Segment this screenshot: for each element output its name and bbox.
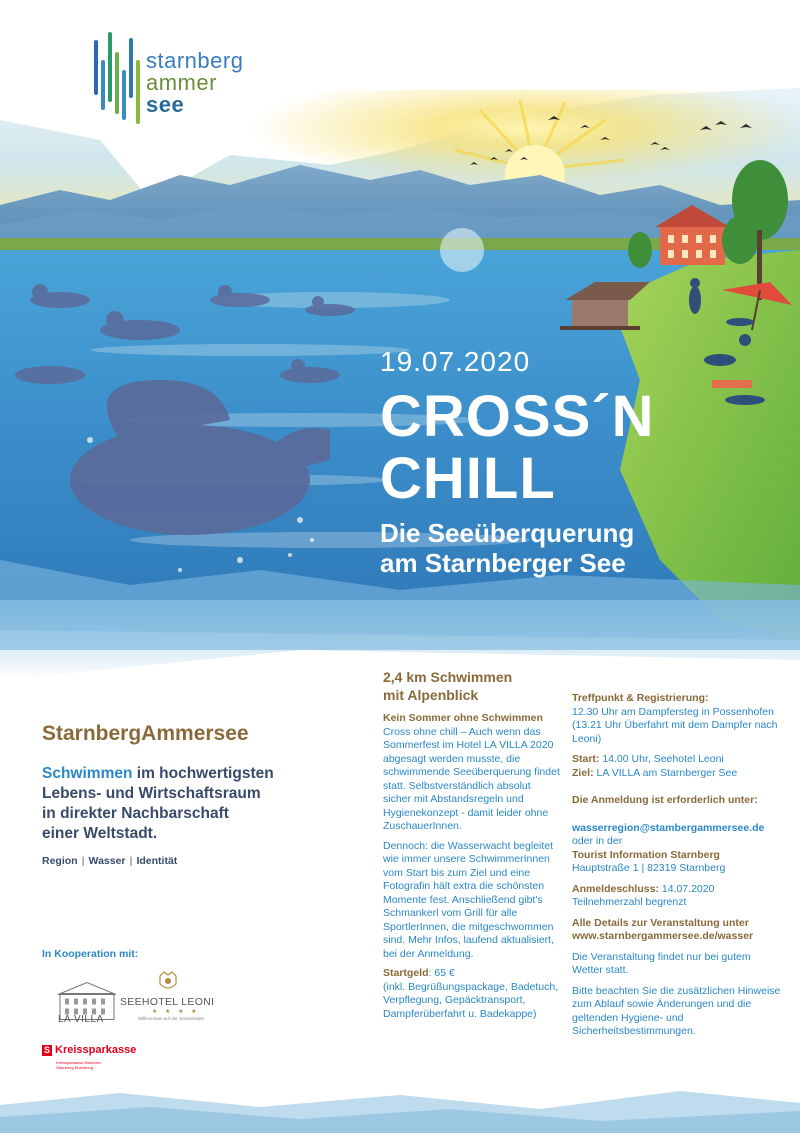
oder-text: oder in der: [572, 835, 623, 847]
middle-lead: Kein Sommer ohne Schwimmen: [383, 712, 543, 724]
logo: [92, 30, 292, 140]
startgeld-line: [383, 967, 561, 981]
tag-list: Region | Wasser | Identität: [42, 855, 178, 867]
middle-heading-line2: mit Alpenblick: [383, 687, 479, 703]
anmeldeschluss-text: 14.07.2020: [658, 882, 715, 895]
ziel-text: LA VILLA am Starnberger See: [593, 766, 738, 779]
tourist-info: Tourist Information Starnberg: [572, 848, 720, 861]
logo-text-see: see: [146, 92, 185, 117]
details-url-link[interactable]: www.starnbergammersee.de/wasser: [572, 930, 754, 942]
start-text: 14.00 Uhr, Seehotel Leoni: [599, 753, 724, 765]
treffpunkt-label: Treffpunkt & Registrierung:: [572, 692, 709, 704]
ziel-line: [572, 767, 782, 781]
claim-text: [42, 764, 342, 844]
teilnehmer-text: Teilnehmerzahl begrenzt: [572, 896, 687, 908]
claim-rest: im hochwertigsten: [132, 765, 274, 782]
info-middle-column: [383, 668, 561, 1021]
bottom-wave-decoration: [0, 1085, 800, 1133]
claim-line3: in direkter Nachbarschaft: [42, 805, 229, 822]
logo-bars-icon: [92, 30, 144, 130]
seehotel-leoni-claim: Willkommen auf der Sonnenseite: [138, 1016, 205, 1021]
event-title-line1: CROSS´N: [380, 384, 655, 449]
event-title-line2: CHILL: [380, 446, 556, 511]
anmeldeschluss-line: [572, 883, 782, 897]
claim-line2: Lebens- und Wirtschaftsraum: [42, 785, 261, 802]
hinweis-note: Bitte beachten Sie die zusätzlichen Hinweise zum Ablauf sowie Änderungen und die geltenden Hygiene- und Sicherheitsbestimmungen.: [572, 984, 781, 1037]
startgeld-value: : 65 €: [428, 967, 455, 979]
kooperation-label: In Kooperation mit:: [42, 948, 139, 960]
logo-text-ammer: ammer: [146, 70, 217, 95]
start-label: Start:: [572, 753, 600, 765]
treffpunkt-text: 12.30 Uhr am Dampfersteg in Possenhofen (13.21 Uhr Überfahrt mit dem Dampfer nach Leoni): [572, 705, 778, 745]
sparkasse-s-icon: S: [43, 1045, 50, 1055]
seehotel-leoni-label: SEEHOTEL LEONI: [120, 996, 215, 1008]
info-right-column: [572, 692, 782, 1046]
middle-heading: [383, 668, 561, 704]
seehotel-leoni-crest-icon: [156, 970, 180, 992]
event-subtitle-line1: Die Seeüberquerung: [380, 518, 635, 548]
middle-paragraph-2: Dennoch: die Wasserwacht begleitet wie immer unsere SchwimmerInnen vom Start bis zum Ziel und eine Fotografin hält extra die schönsten Momente fest. Anschließend gibt's Schmankerl vom Grill für alle SportlerInnen, die mitgeschwommen sind. Mehr Infos, laufend aktualisiert, bei der Anmeldung.: [383, 839, 555, 960]
tag-identitaet: Identität: [136, 855, 178, 867]
claim-highlight: Schwimmen: [42, 765, 133, 782]
middle-paragraph-1: Cross ohne chill – Auch wenn das Sommerfest im Hotel LA VILLA 2020 abgesagt werden musste, die schwimmende Seeüberquerung findet statt. Selbstverständlich absolut sicher mit Abstandsregeln und Hygienekonzept - damit leider ohne ZuschauerInnen.: [383, 725, 560, 832]
claim-line4: einer Weltstadt.: [42, 825, 158, 842]
kreissparkasse-logo: [42, 1044, 136, 1056]
anmeldeschluss-label: Anmeldeschluss:: [572, 882, 659, 895]
anmeldung-email-link[interactable]: wasserregion@stambergammersee.de: [572, 821, 765, 834]
details-label: Alle Details zur Veranstaltung unter: [572, 916, 749, 929]
startgeld-detail: (inkl. Begrüßungspackage, Badetuch, Verpflegung, Gepäcktransport, Dampferüberfahrt u. Badekappe): [383, 980, 559, 1020]
anmeldung-label: Die Anmeldung ist erforderlich unter:: [572, 794, 758, 806]
event-subtitle-line2: am Starnberger See: [380, 548, 626, 578]
la-villa-label: LA VILLA: [58, 1014, 104, 1025]
tag-wasser: Wasser: [88, 855, 126, 867]
kreissparkasse-subline: Kreissparkasse München Starnberg Ebersberg: [56, 1060, 101, 1070]
weather-note: Die Veranstaltung findet nur bei gutem Wetter statt.: [572, 950, 751, 976]
startgeld-label: Startgeld: [383, 967, 429, 979]
seehotel-leoni-stars: ★ ★ ★ ★: [152, 1009, 200, 1015]
start-line: [572, 753, 782, 767]
brand-heading: StarnbergAmmersee: [42, 722, 249, 745]
kreissparkasse-label: Kreissparkasse: [55, 1044, 137, 1056]
event-date: 19.07.2020: [380, 346, 531, 377]
tag-region: Region: [42, 855, 78, 867]
middle-heading-line1: 2,4 km Schwimmen: [383, 669, 513, 685]
ziel-label: Ziel:: [572, 766, 594, 779]
tourist-address: Hauptstraße 1 | 82319 Starnberg: [572, 862, 726, 874]
logo-text-starnberg: starnberg: [146, 48, 244, 73]
